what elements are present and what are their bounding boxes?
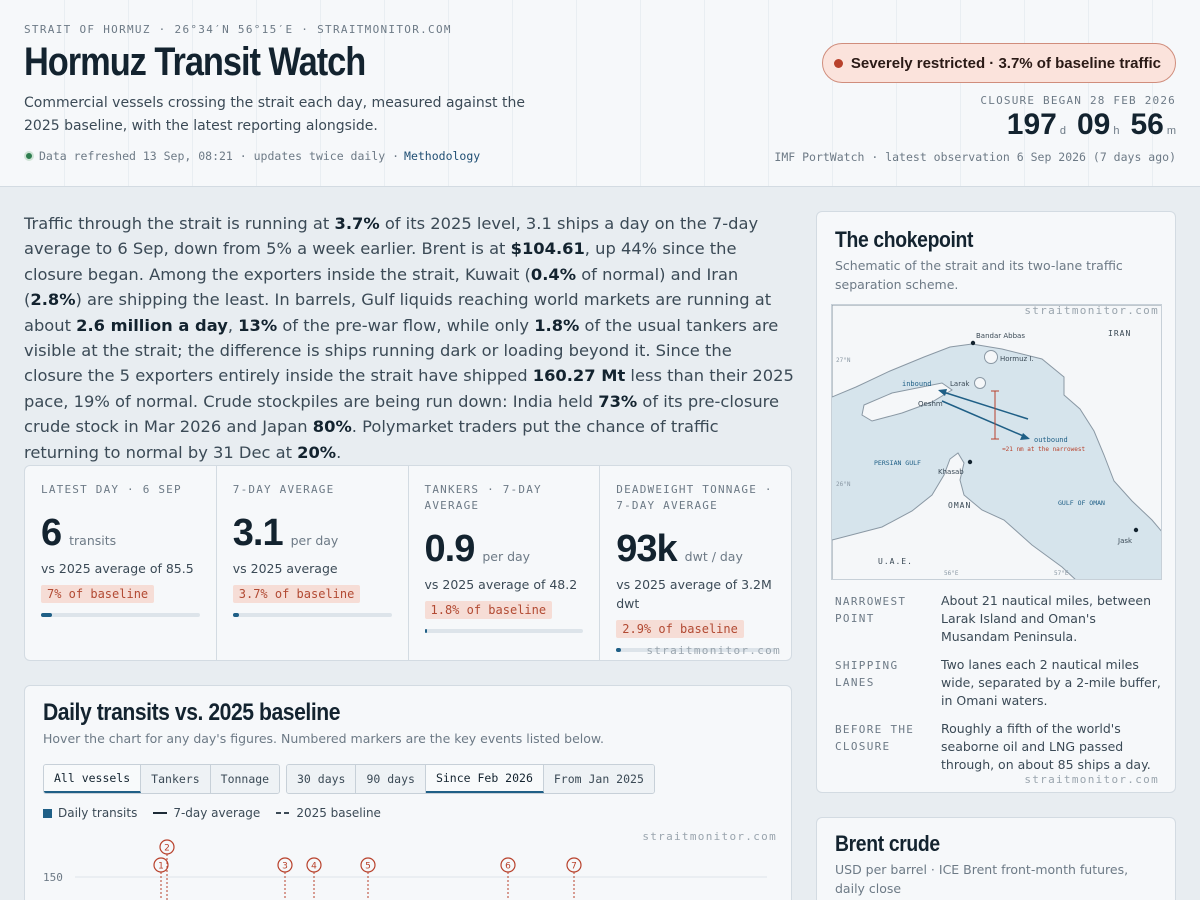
stat-value: 0.9 xyxy=(424,528,475,570)
chart-subtitle: Hover the chart for any day's figures. Numbered markers are the key events listed below. xyxy=(43,731,604,746)
event-marker-label: 2 xyxy=(164,843,170,854)
fact-key: NARROWEST POINT xyxy=(835,595,907,625)
card-title: The chokepoint xyxy=(835,227,974,252)
chart-title: Daily transits vs. 2025 baseline xyxy=(43,699,341,726)
watermark: straitmonitor.com xyxy=(1024,304,1159,317)
summary-text: of the pre-war flow, while only xyxy=(277,315,535,335)
stat-7day-average xyxy=(217,466,409,660)
event-marker-label: 3 xyxy=(282,861,288,872)
baseline-badge: 1.8% of baseline xyxy=(425,601,553,619)
summary-text: ) are shipping the least. In barrels, Gulf liquids reaching world markets are running at about xyxy=(24,290,772,335)
closure-label: CLOSURE BEGAN 28 FEB 2026 xyxy=(980,94,1176,107)
alert-dot-icon xyxy=(834,59,843,68)
refresh-text: Data refreshed 13 Sep, 08:21 · updates twice daily · xyxy=(39,149,400,163)
map-label: Larak xyxy=(950,380,970,388)
map-label: 57°E xyxy=(1054,570,1069,577)
summary-text: Traffic through the strait is running at xyxy=(24,214,335,233)
tab-all-vessels[interactable]: All vessels xyxy=(44,765,141,793)
status-badge xyxy=(822,43,1176,83)
tab-tonnage[interactable]: Tonnage xyxy=(211,765,279,793)
event-marker-label: 5 xyxy=(365,861,371,872)
legend-7day-average xyxy=(153,806,260,820)
chokepoint-facts xyxy=(835,592,1161,784)
summary-figure: 2.8% xyxy=(30,290,76,310)
map-label: Khasab xyxy=(938,468,964,476)
closure-countdown xyxy=(1007,108,1176,142)
stat-label: 7-DAY AVERAGE xyxy=(232,483,335,496)
data-source: IMF PortWatch · latest observation 6 Sep 2026 (7 days ago) xyxy=(774,150,1176,164)
y-tick-label: 150 xyxy=(43,871,63,884)
fact-value: Two lanes each 2 nautical miles wide, separated by a 2-mile buffer, in Omani waters. xyxy=(941,657,1161,708)
hormuz-island xyxy=(985,351,998,364)
countdown-days-unit: d xyxy=(1059,125,1066,137)
event-marker-label: 1 xyxy=(158,861,164,872)
tab-from-jan-2025[interactable]: From Jan 2025 xyxy=(544,765,654,793)
baseline-bar-fill xyxy=(233,613,239,617)
baseline-bar xyxy=(233,613,392,617)
page-title: Hormuz Transit Watch xyxy=(24,40,366,84)
live-dot-icon xyxy=(24,151,34,161)
legend-label: Daily transits xyxy=(58,806,138,820)
fact-key: BEFORE THE CLOSURE xyxy=(835,723,915,753)
event-marker-label: 7 xyxy=(571,861,577,872)
page-header xyxy=(0,0,1200,187)
map-label: outbound xyxy=(1034,436,1068,444)
summary-figure: $104.61 xyxy=(510,239,585,259)
map-label: 56°E xyxy=(944,570,959,577)
transits-chart[interactable] xyxy=(25,826,792,900)
baseline-bar xyxy=(41,613,200,617)
summary-text: . Polymarket traders put the chance of traffic returning to normal by 31 Dec at xyxy=(24,417,719,462)
countdown-minutes: 56 xyxy=(1130,108,1164,141)
date-range-toggle xyxy=(286,764,655,794)
stat-label: TANKERS · 7-DAY AVERAGE xyxy=(424,483,542,512)
stat-unit: per day xyxy=(290,533,339,548)
fact-value: Roughly a fifth of the world's seaborne oil and LNG passed through, on about 85 ships a day. xyxy=(941,721,1151,772)
stat-latest-day xyxy=(25,466,217,660)
baseline-bar xyxy=(425,629,584,633)
legend-daily-transits xyxy=(43,806,137,820)
summary-figure: 73% xyxy=(598,391,638,411)
stat-deadweight-tonnage xyxy=(600,466,791,660)
legend-label: 2025 baseline xyxy=(296,806,381,820)
khasab-marker xyxy=(968,460,972,464)
page-subtitle: Commercial vessels crossing the strait each day, measured against the 2025 baseline, with the latest reporting alongside. xyxy=(24,95,525,134)
tab-since-feb-2026[interactable]: Since Feb 2026 xyxy=(426,765,544,793)
summary-paragraph xyxy=(24,211,794,465)
summary-figure: 1.8% xyxy=(534,315,580,335)
summary-text: less than their 2025 pace, 19% of normal. Crude stockpiles are being run down: India held xyxy=(24,366,794,411)
fact-key: SHIPPING LANES xyxy=(835,659,899,689)
strait-map[interactable] xyxy=(831,304,1162,580)
stat-label: LATEST DAY · 6 SEP xyxy=(41,483,182,496)
baseline-bar-fill xyxy=(41,613,52,617)
bandar-abbas-marker xyxy=(971,341,975,345)
summary-text: of normal) and Iran ( xyxy=(24,264,739,310)
countdown-hours: 09 xyxy=(1076,108,1111,141)
summary-figure: 13% xyxy=(238,315,278,335)
countdown-days: 197 xyxy=(1006,108,1057,141)
watermark: straitmonitor.com xyxy=(646,644,781,657)
stat-note: vs 2025 average xyxy=(232,561,338,576)
tab-30-days[interactable]: 30 days xyxy=(287,765,356,793)
map-label: OMAN xyxy=(948,501,972,510)
card-subtitle: Schematic of the strait and its two-lane traffic separation scheme. xyxy=(835,258,1123,292)
summary-text: of the usual tankers are visible at the strait; the difference is ships running dark or loading beyond it. Since the closure the 5 exporters entirely inside the strait have shipped xyxy=(24,315,779,386)
countdown-hours-unit: h xyxy=(1113,125,1120,137)
baseline-badge: 2.9% of baseline xyxy=(616,620,744,638)
chart-legend xyxy=(43,806,381,820)
map-label: GULF OF OMAN xyxy=(1058,499,1105,507)
card-subtitle: USD per barrel · ICE Brent front-month futures, daily close xyxy=(835,862,1129,896)
stat-unit: transits xyxy=(69,533,117,548)
legend-label: 7-day average xyxy=(173,806,261,820)
card-title: Brent crude xyxy=(835,831,940,856)
summary-figure: 0.4% xyxy=(530,264,577,284)
map-schematic xyxy=(832,305,1162,580)
summary-figure: 20% xyxy=(297,442,337,462)
watermark: straitmonitor.com xyxy=(1024,773,1159,786)
watermark: straitmonitor.com xyxy=(642,830,777,843)
fact-value: About 21 nautical miles, between Larak Island and Oman's Musandam Peninsula. xyxy=(941,593,1151,644)
header-kicker: STRAIT OF HORMUZ · 26°34′N 56°15′E · STRAITMONITOR.COM xyxy=(24,23,452,36)
summary-figure: 160.27 Mt xyxy=(532,366,626,386)
summary-text: of its 2025 level, 3.1 ships a day on the 7-day average to 6 Sep, down from 5% a week earlier. Brent is at xyxy=(24,214,759,259)
stat-note: vs 2025 average of 85.5 xyxy=(41,561,194,576)
map-label: IRAN xyxy=(1108,329,1132,338)
summary-text: , xyxy=(227,315,239,335)
stat-unit: per day xyxy=(482,549,531,564)
map-label: Bandar Abbas xyxy=(976,332,1025,340)
stat-label: DEADWEIGHT TONNAGE · 7-DAY AVERAGE xyxy=(616,483,773,512)
stat-cards xyxy=(24,465,792,661)
baseline-badge: 3.7% of baseline xyxy=(233,585,361,603)
baseline-bar-fill xyxy=(616,648,621,652)
tab-90-days[interactable]: 90 days xyxy=(356,765,425,793)
baseline-bar-fill xyxy=(425,629,428,633)
larak-island xyxy=(975,378,986,389)
stat-note: vs 2025 average of 48.2 xyxy=(424,577,578,592)
stat-note: vs 2025 average of 3.2M dwt xyxy=(616,577,772,611)
fact-row xyxy=(835,592,1161,646)
summary-text: of its pre-closure crude stock in Mar 2026 and Japan xyxy=(24,391,779,437)
summary-figure: 80% xyxy=(312,417,352,437)
stat-tankers xyxy=(409,466,601,660)
countdown-minutes-unit: m xyxy=(1166,125,1176,137)
vessel-type-toggle xyxy=(43,764,280,794)
summary-figure: 2.6 million a day xyxy=(76,315,228,335)
map-label: 26°N xyxy=(836,481,851,488)
fact-row xyxy=(835,656,1161,710)
status-text: Severely restricted · 3.7% of baseline traffic xyxy=(850,54,1161,72)
methodology-link[interactable]: Methodology xyxy=(404,149,481,163)
chokepoint-card xyxy=(816,211,1176,793)
event-marker-label: 6 xyxy=(505,861,511,872)
line-swatch-icon xyxy=(153,812,167,814)
baseline-badge: 7% of baseline xyxy=(41,585,154,603)
map-label: Jask xyxy=(1118,537,1133,545)
daily-transits-card xyxy=(24,685,792,900)
summary-text: . xyxy=(336,442,342,462)
dashed-swatch-icon xyxy=(276,812,290,814)
map-label: U.A.E. xyxy=(878,557,913,566)
summary-text: , up 44% since the closure began. Among the exporters inside the strait, Kuwait ( xyxy=(24,239,737,284)
stat-unit: dwt / day xyxy=(684,549,743,564)
map-label: ≈21 nm at the narrowest xyxy=(1002,446,1086,453)
fact-row xyxy=(835,720,1161,774)
map-label: PERSIAN GULF xyxy=(874,459,921,467)
map-label: 27°N xyxy=(836,357,851,364)
refresh-status xyxy=(24,149,480,163)
stat-value: 3.1 xyxy=(232,512,283,554)
brent-crude-card xyxy=(816,817,1176,900)
map-label: Qeshm xyxy=(918,400,943,408)
summary-figure: 3.7% xyxy=(334,214,380,233)
tab-tankers[interactable]: Tankers xyxy=(141,765,210,793)
stat-value: 93k xyxy=(616,528,677,570)
legend-baseline xyxy=(276,806,381,820)
jask-marker xyxy=(1134,528,1138,532)
map-label: inbound xyxy=(902,380,932,388)
stat-value: 6 xyxy=(41,512,62,554)
map-label: Hormuz I. xyxy=(1000,355,1034,363)
event-marker-label: 4 xyxy=(311,861,317,872)
bar-swatch-icon xyxy=(43,809,52,818)
